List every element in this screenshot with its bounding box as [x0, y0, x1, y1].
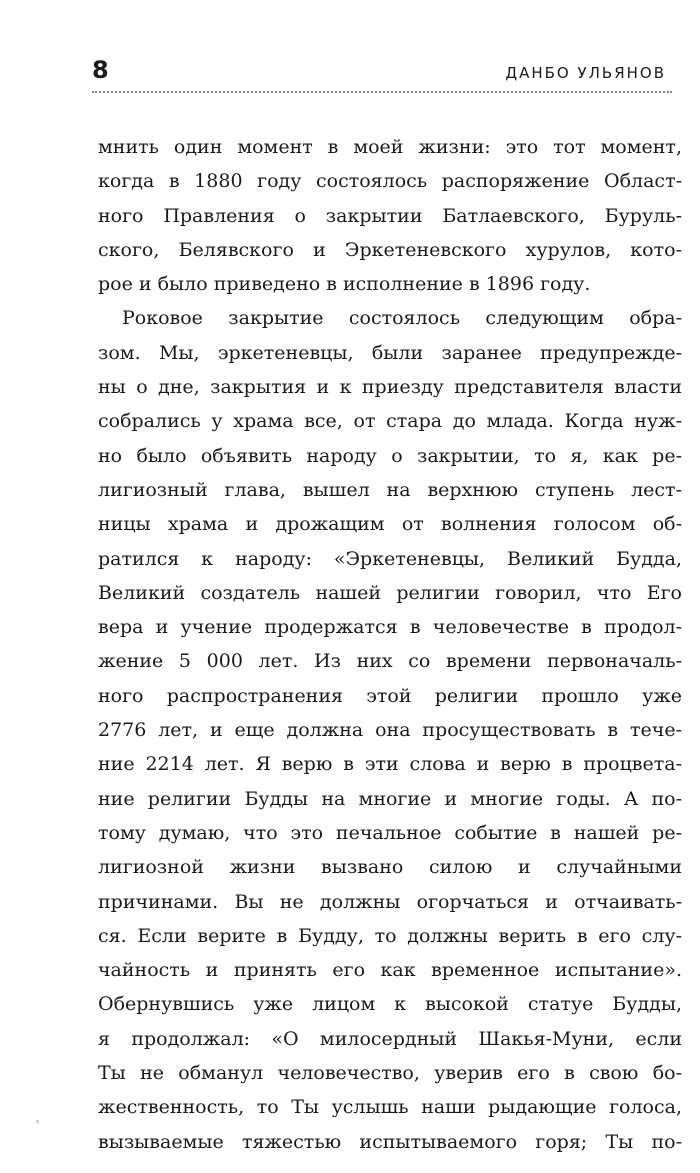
text-line: Великий создатель нашей религии говорил, что Его: [98, 581, 682, 604]
text-line: зом. Мы, эркетеневцы, были заранее предупрежде-: [98, 341, 682, 364]
text-line: вызываемые тяжестью испытываемого горя; Ты по-: [98, 1130, 682, 1153]
page-number: 8: [92, 56, 109, 84]
text-line: ние 2214 лет. Я верю в эти слова и верю в процвета-: [98, 753, 682, 776]
text-line: когда в 1880 году состоялось распоряжение Област-: [98, 170, 682, 193]
text-line: ского, Белявского и Эркетеневского хурулов, кото-: [98, 238, 682, 261]
text-line: мнить один момент в моей жизни: это тот момент,: [98, 136, 682, 158]
scan-speck: [36, 1120, 39, 1123]
text-line: тому думаю, что это печальное событие в нашей ре-: [98, 821, 682, 844]
text-line: ратился к народу: «Эркетеневцы, Великий Будда,: [98, 547, 682, 570]
text-line: собрались у храма все, от стара до млада. Когда нуж-: [98, 410, 682, 433]
text-line: ние религии Будды на многие и многие годы. А по-: [98, 787, 682, 810]
text-line: ного Правления о закрытии Батлаевского, Буруль-: [98, 204, 682, 227]
text-line: ного распространения этой религии прошло уже: [98, 684, 682, 707]
text-line: причинами. Вы не должны огорчаться и отчаивать-: [98, 890, 682, 913]
text-line: ницы храма и дрожащим от волнения голосом об-: [98, 513, 682, 536]
text-line: ся. Если верите в Будду, то должны верить в его слу-: [98, 924, 682, 947]
text-line: лигиозный глава, вышел на верхнюю ступень лест-: [98, 478, 682, 501]
text-line: Роковое закрытие состоялось следующим обра-: [122, 307, 682, 330]
text-line: лигиозной жизни вызвано силою и случайными: [98, 856, 682, 879]
text-line: я продолжал: «О милосердный Шакья-Муни, если: [98, 1027, 682, 1050]
text-line: жение 5 000 лет. Из них со времени первоначаль-: [98, 650, 682, 673]
text-line: вера и учение продержатся в человечестве в продол-: [98, 616, 682, 639]
text-line: жественность, то Ты услышь наши рыдающие голоса,: [98, 1096, 682, 1119]
text-line: чайность и принять его как временное испытание».: [98, 959, 682, 982]
text-line: Ты не обманул человечество, уверив его в свою бо-: [98, 1062, 682, 1085]
running-head-title: ДАНБО УЛЬЯНОВ: [505, 64, 666, 82]
text-line: рое и было приведено в исполнение в 1896 году.: [98, 273, 591, 296]
text-line: ны о дне, закрытия и к приезду представителя власти: [98, 376, 682, 399]
text-line: Обернувшись уже лицом к высокой статуе Будды,: [98, 993, 682, 1016]
text-line: но было объявить народу о закрытии, то я, как ре-: [98, 444, 682, 467]
text-line: 2776 лет, и еще должна она просуществовать в тече-: [98, 719, 682, 742]
header-divider: [92, 91, 672, 93]
body-text: [98, 130, 682, 1159]
